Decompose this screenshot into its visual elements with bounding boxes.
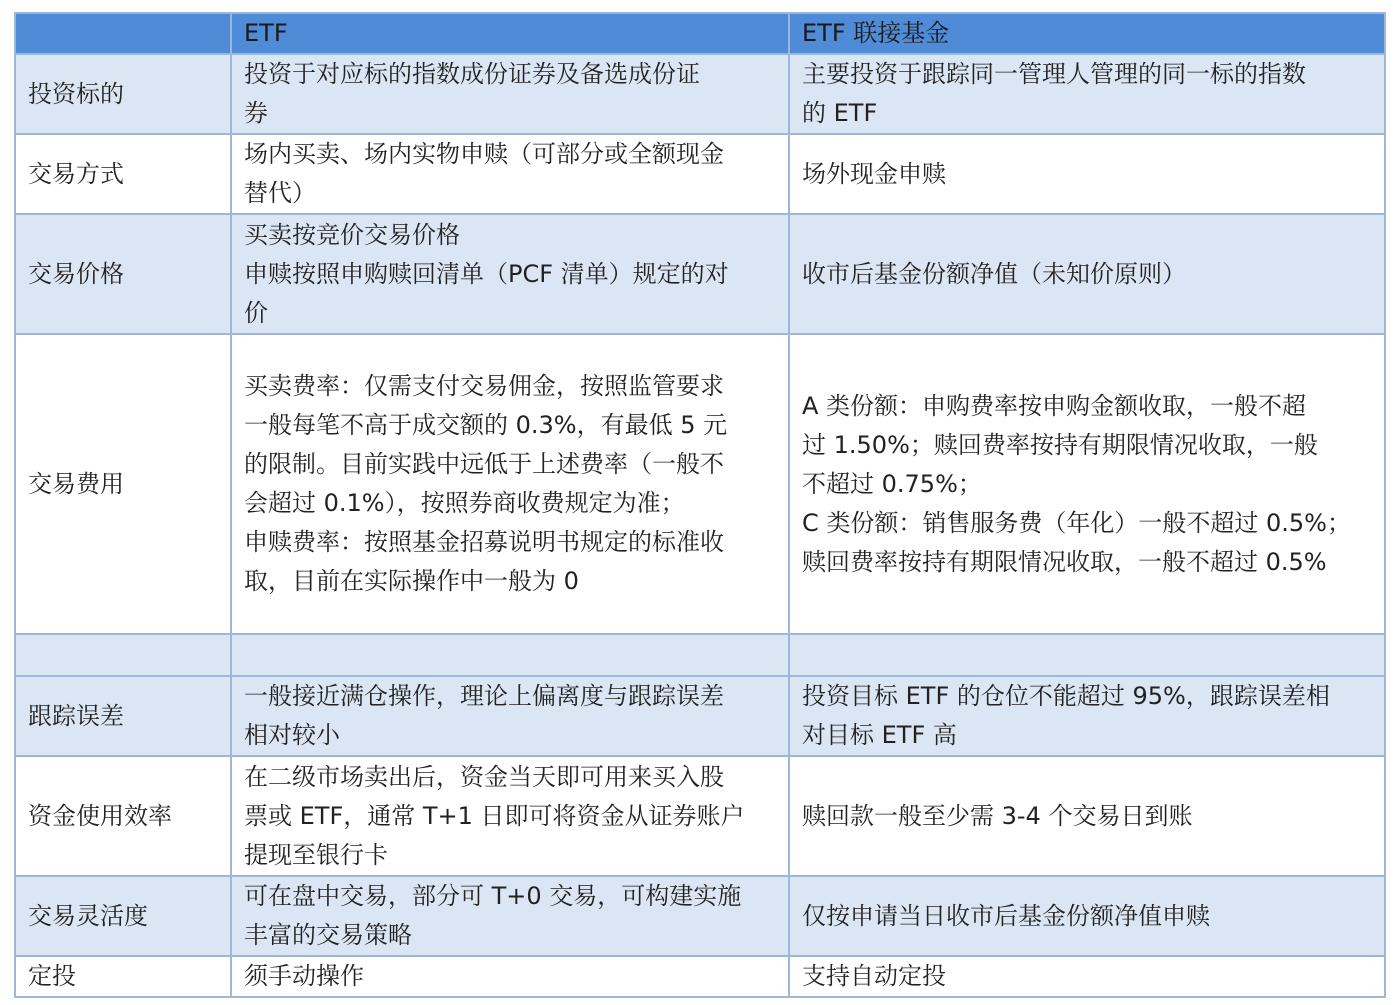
header-cell-blank [15,13,231,54]
feeder-cell [789,214,1385,334]
cell-line: 丰富的交易策略 [244,921,412,949]
etf-cell [231,134,789,214]
header-cell-etf: ETF [231,13,789,54]
cell-line: 可在盘中交易，部分可 T+0 交易，可构建实施 [244,882,742,910]
table-row [15,756,1385,876]
table-row [15,876,1385,956]
etf-cell [231,876,789,956]
cell-line: 不超过 0.75%； [802,469,982,498]
cell-line: 场外现金申赎 [802,159,946,188]
cell-line: 申赎费率：按照基金招募说明书规定的标准收 [244,528,724,556]
comparison-table [14,12,1386,998]
table-header-row [15,13,1385,54]
cell-line: A 类份额：申购费率按申购金额收取，一般不超 [802,391,1307,420]
row-label: 定投 [15,956,231,997]
row-label: 交易灵活度 [15,876,231,956]
cell-line: 主要投资于跟踪同一管理人管理的同一标的指数 [802,60,1306,88]
cell-line: 投资于对应标的指数成份证券及备选成份证 [244,60,700,88]
cell-line: 对目标 ETF 高 [802,721,957,749]
feeder-cell [789,54,1385,134]
row-label: 交易费用 [15,334,231,634]
feeder-cell [789,956,1385,997]
top-strip [0,0,1400,12]
etf-cell [231,676,789,756]
cell-line: 取，目前在实际操作中一般为 0 [244,567,579,595]
etf-cell [231,54,789,134]
cell-line: 票或 ETF，通常 T+1 日即可将资金从证券账户 [244,801,745,830]
cell-line: 的 ETF [802,99,878,127]
cell-line: 相对较小 [244,721,340,749]
etf-cell [231,214,789,334]
table-row [15,956,1385,997]
etf-cell [231,634,789,676]
table-row-empty [15,634,1385,676]
cell-line: 一般每笔不高于成交额的 0.3%，有最低 5 元 [244,411,728,439]
feeder-cell [789,634,1385,676]
row-label: 跟踪误差 [15,676,231,756]
cell-line: C 类份额：销售服务费（年化）一般不超过 0.5%； [802,508,1351,537]
cell-line: 须手动操作 [244,962,364,990]
header-cell-feeder: ETF 联接基金 [789,13,1385,54]
cell-line: 申赎按照申购赎回清单（PCF 清单）规定的对 [244,259,729,288]
table-row [15,676,1385,756]
row-label: 投资标的 [15,54,231,134]
etf-cell [231,756,789,876]
cell-line: 的限制。目前实践中远低于上述费率（一般不 [244,450,724,478]
row-label: 资金使用效率 [15,756,231,876]
cell-line: 收市后基金份额净值（未知价原则） [802,259,1186,288]
table-row [15,214,1385,334]
row-label: 交易价格 [15,214,231,334]
cell-line: 替代） [244,179,316,207]
cell-line: 赎回款一般至少需 3-4 个交易日到账 [802,801,1193,830]
cell-line: 场内买卖、场内实物申赎（可部分或全额现金 [244,140,724,168]
cell-line: 会超过 0.1%），按照券商收费规定为准； [244,489,685,517]
cell-line: 在二级市场卖出后，资金当天即可用来买入股 [244,762,724,791]
feeder-cell [789,134,1385,214]
feeder-cell [789,756,1385,876]
cell-line: 投资目标 ETF 的仓位不能超过 95%，跟踪误差相 [802,682,1330,710]
cell-line: 券 [244,99,268,127]
cell-line: 赎回费率按持有期限情况收取，一般不超过 0.5% [802,547,1327,576]
cell-line: 价 [244,298,268,327]
cell-line: 提现至银行卡 [244,840,388,869]
table-row [15,54,1385,134]
cell-line: 支持自动定投 [802,962,946,990]
table-row [15,334,1385,634]
cell-line: 买卖按竞价交易价格 [244,220,460,249]
feeder-cell [789,876,1385,956]
cell-line: 过 1.50%；赎回费率按持有期限情况收取，一般 [802,430,1318,459]
etf-cell [231,334,789,634]
cell-line: 买卖费率：仅需支付交易佣金，按照监管要求 [244,372,724,400]
row-label [15,634,231,676]
cell-line: 仅按申请当日收市后基金份额净值申赎 [802,901,1210,930]
feeder-cell [789,676,1385,756]
feeder-cell [789,334,1385,634]
row-label: 交易方式 [15,134,231,214]
cell-line: 一般接近满仓操作，理论上偏离度与跟踪误差 [244,682,724,710]
table-row [15,134,1385,214]
etf-cell [231,956,789,997]
